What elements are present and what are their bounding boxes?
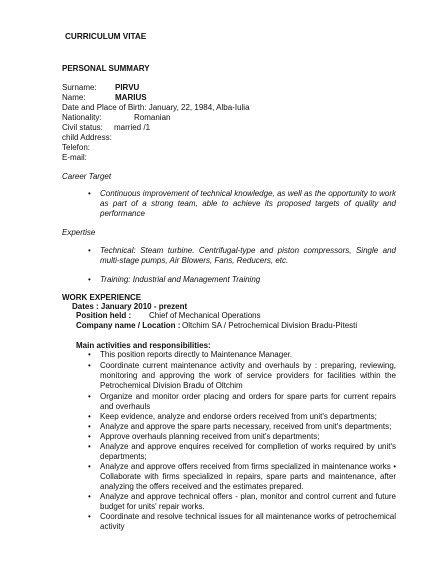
surname-value: PIRVU [115, 83, 140, 92]
work-item: Coordinate and resolve technical issues for all maintenance works of petrochemical activity [100, 512, 396, 531]
work-item: This position reports directly to Maintenance Manager. [100, 350, 293, 359]
bullet-icon: • [88, 432, 91, 441]
bullet-icon: • [88, 462, 91, 471]
bullet-icon: • [88, 512, 91, 521]
position-label: Position held : [76, 311, 132, 320]
civil-status-label: Civil status: [62, 123, 103, 132]
document-title: CURRICULUM VITAE [65, 32, 147, 41]
child-address-line: child Address: [62, 133, 112, 142]
bullet-icon: • [88, 350, 91, 359]
dates-line: Dates : January 2010 - prezent [72, 302, 188, 311]
activities-heading: Main activities and responsibilities: [76, 341, 211, 350]
expertise-item: Training: Industrial and Management Training [100, 275, 261, 284]
personal-summary-heading: PERSONAL SUMMARY [62, 64, 150, 73]
bullet-icon: • [88, 189, 91, 198]
expertise-item: Technical: Steam turbine. Centrifugal-type and piston compressors, Single and multi-stage pumps, Air Blowers, Fans, Reducers, etc. [100, 246, 396, 265]
birth-line: Date and Place of Birth: January, 22, 1984, Alba-Iulia [62, 103, 250, 112]
bullet-icon: • [88, 246, 91, 255]
work-item: Analyze and approve enquires received for complletion of works required by unit's departments; [100, 442, 396, 461]
civil-status-value: married /1 [114, 123, 151, 132]
bullet-icon: • [88, 361, 91, 370]
nationality-value: Romanian [134, 113, 171, 122]
work-item: Organize and monitor order placing and orders for spare parts for current repairs and overhauls [100, 392, 396, 411]
surname-label: Surname: [62, 83, 97, 92]
work-item: Analyze and approve offers received from firms specialized in maintenance works • Collaborate with firms specialized in repairs, spare parts and maintenance, after analyzing the offers received and the estimates prepared. [100, 462, 396, 491]
telefon-label: Telefon: [62, 143, 91, 152]
name-value: MARIUS [115, 93, 147, 102]
position-value: Chief of Mechanical Operations [149, 311, 261, 320]
bullet-icon: • [88, 412, 91, 421]
work-experience-heading: WORK EXPERIENCE [62, 293, 142, 302]
work-item: Coordinate current maintenance activity and overhauls by : preparing, reviewing, monitoring and approving the work of service providers for facilities within the Petrochemical Division Bradu of Oltchim [100, 361, 396, 390]
bullet-icon: • [88, 275, 91, 284]
bullet-icon: • [88, 442, 91, 451]
work-item: Analyze and approve technical offers - plan, monitor and control current and future budget for units' repair works. [100, 492, 396, 511]
work-item: Keep evidence, analyze and endorse orders received from unit's departments; [100, 412, 377, 421]
bullet-icon: • [88, 492, 91, 501]
career-target-item: Continuous improvement of technical knowledge, as well as the opportunity to work as part of a strong team, able to achieve its proposed targets of quality and performance [100, 189, 396, 218]
bullet-icon: • [88, 392, 91, 401]
company-label: Company name / Location : [76, 321, 181, 330]
work-item: Analyze and approve the spare parts necessary, received from unit's departments; [100, 422, 392, 431]
nationality-label: Nationality: [62, 113, 102, 122]
career-target-heading: Career Target [62, 172, 112, 181]
bullet-icon: • [88, 422, 91, 431]
name-label: Name: [62, 93, 86, 102]
company-value: Oltchim SA / Petrochemical Division Bradu-Pitesti [182, 321, 358, 330]
email-label: E-mail: [62, 153, 87, 162]
expertise-heading: Expertise [62, 228, 96, 237]
work-item: Approve overhauls planning received from unit's departments; [100, 432, 320, 441]
